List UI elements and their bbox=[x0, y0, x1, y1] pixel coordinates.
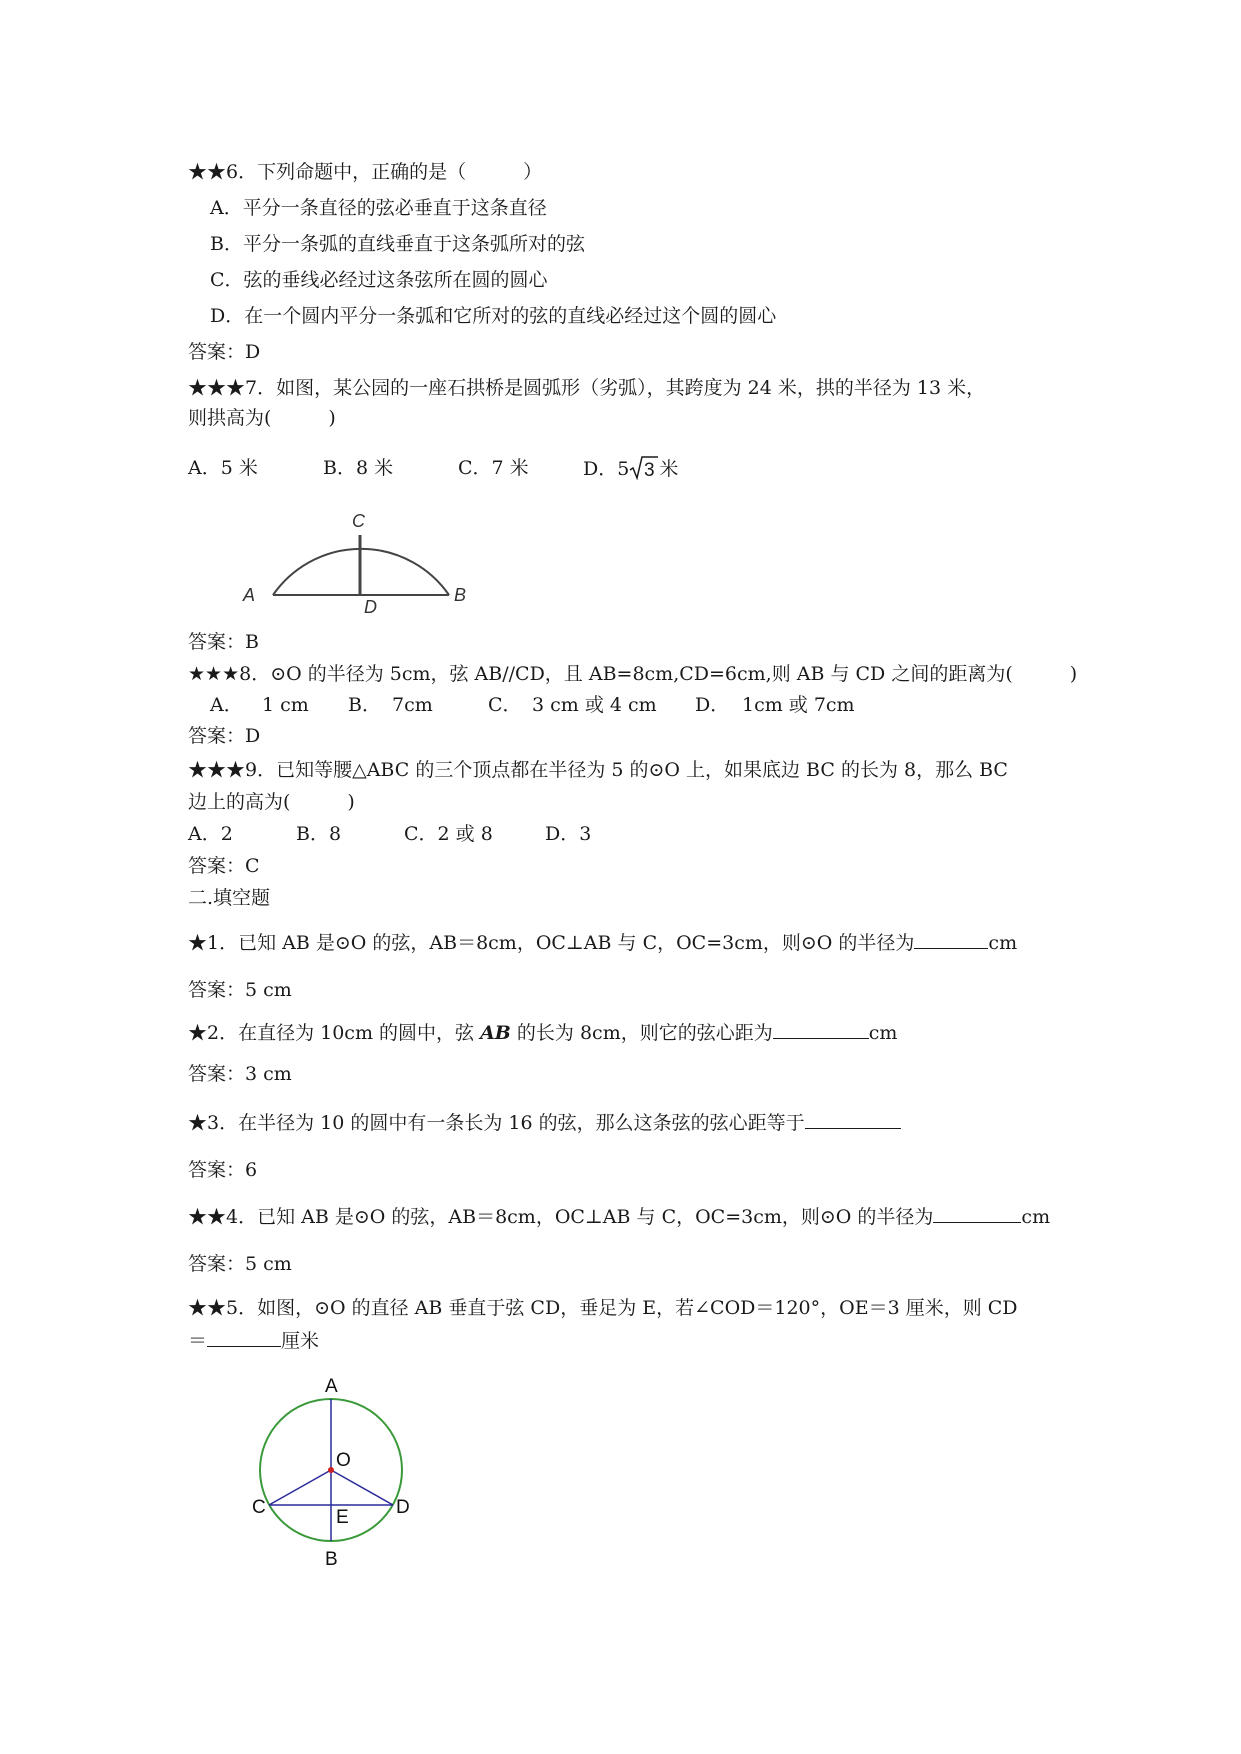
f2-answer: 答案：3 cm bbox=[188, 1063, 292, 1085]
f5-blank bbox=[207, 1328, 281, 1347]
q7-stem-line1: ★★★7．如图，某公园的一座石拱桥是圆弧形（劣弧），其跨度为 24 米，拱的半径为 13 米， bbox=[188, 377, 986, 399]
f2-stem bbox=[188, 1020, 897, 1045]
f2-blank bbox=[773, 1020, 869, 1039]
q7-option-d bbox=[583, 456, 678, 481]
q6-option-d: D．在一个圆内平分一条弧和它所对的弦的直线必经过这个圆的圆心 bbox=[210, 305, 777, 327]
q8-option-d-value: 1cm 或 7cm bbox=[742, 694, 855, 716]
q9-answer: 答案：C bbox=[188, 855, 260, 877]
q9-option-d: D．3 bbox=[545, 823, 592, 845]
q7-option-d-label: D．5 bbox=[583, 458, 630, 480]
q7-stem-line2: 则拱高为( ) bbox=[188, 407, 336, 429]
q7-option-d-unit: 米 bbox=[659, 458, 679, 480]
f2-chord-var: AB bbox=[480, 1022, 511, 1044]
f4-answer: 答案：5 cm bbox=[188, 1253, 292, 1275]
q6-option-a: A．平分一条直径的弦必垂直于这条直径 bbox=[210, 197, 547, 219]
q9-option-c: C．2 或 8 bbox=[404, 823, 493, 845]
q8-option-c-label: C． bbox=[488, 694, 522, 716]
f3-blank bbox=[805, 1110, 901, 1129]
label-b: B bbox=[325, 1549, 338, 1570]
q8-answer: 答案：D bbox=[188, 725, 261, 747]
q7-option-a: A．5 米 bbox=[188, 457, 258, 479]
q6-answer: 答案：D bbox=[188, 341, 261, 363]
circle-chord-figure bbox=[250, 1368, 430, 1573]
q8-option-a-label: A． bbox=[210, 694, 243, 716]
f2-unit: cm bbox=[868, 1022, 898, 1044]
f4-unit: cm bbox=[1021, 1206, 1051, 1228]
q9-stem-line2: 边上的高为( ) bbox=[188, 791, 355, 813]
f2-stem-pre: ★2．在直径为 10cm 的圆中，弦 bbox=[188, 1022, 475, 1044]
label-e: E bbox=[336, 1507, 349, 1528]
f1-blank bbox=[914, 930, 988, 949]
f5-stem-line2 bbox=[188, 1328, 319, 1353]
label-c: C bbox=[352, 511, 365, 531]
q8-option-c-value: 3 cm 或 4 cm bbox=[532, 694, 657, 716]
label-d: D bbox=[396, 1497, 410, 1518]
sqrt-symbol bbox=[629, 456, 659, 481]
f1-unit: cm bbox=[988, 932, 1018, 954]
q8-stem: ★★★8．⊙O 的半径为 5cm，弦 AB//CD，且 AB=8cm,CD=6cm,则 AB 与 CD 之间的距离为( ) bbox=[188, 663, 1078, 685]
q8-option-b-label: B． bbox=[348, 694, 381, 716]
f5-stem-line2-pre: ＝ bbox=[188, 1330, 208, 1352]
label-b: B bbox=[454, 585, 467, 605]
q9-option-b: B．8 bbox=[296, 823, 342, 845]
f2-stem-post: 的长为 8cm，则它的弦心距为 bbox=[516, 1022, 773, 1044]
q6-option-c: C．弦的垂线必经过这条弦所在圆的圆心 bbox=[210, 269, 548, 291]
f4-stem-text: ★★4．已知 AB 是⊙O 的弦，AB＝8cm，OC⊥AB 与 C，OC=3cm，则⊙O 的半径为 bbox=[188, 1206, 934, 1228]
label-a: A bbox=[325, 1376, 338, 1397]
f3-answer: 答案：6 bbox=[188, 1159, 258, 1181]
f5-stem-line1: ★★5．如图，⊙O 的直径 AB 垂直于弦 CD，垂足为 E，若∠COD＝120°，OE＝3 厘米，则 CD bbox=[188, 1297, 1018, 1319]
label-c: C bbox=[252, 1497, 266, 1518]
f4-blank bbox=[933, 1204, 1021, 1223]
f3-stem-text: ★3．在半径为 10 的圆中有一条长为 16 的弦，那么这条弦的弦心距等于 bbox=[188, 1112, 805, 1134]
label-a: A bbox=[243, 585, 256, 605]
f1-stem bbox=[188, 930, 1017, 955]
q6-stem: ★★6．下列命题中，正确的是（ ） bbox=[188, 161, 543, 183]
q8-option-b-value: 7cm bbox=[392, 694, 433, 716]
q8-option-a-value: 1 cm bbox=[262, 694, 309, 716]
q6-option-b: B．平分一条弧的直线垂直于这条弧所对的弦 bbox=[210, 233, 585, 255]
q7-option-c: C．7 米 bbox=[458, 457, 529, 479]
center-point bbox=[328, 1467, 334, 1473]
q8-option-d-label: D． bbox=[695, 694, 730, 716]
q7-radicand: 3 bbox=[644, 460, 655, 480]
q7-option-b: B．8 米 bbox=[323, 457, 394, 479]
f5-stem-line2-post: 厘米 bbox=[281, 1330, 320, 1352]
f4-stem bbox=[188, 1204, 1050, 1229]
f3-stem bbox=[188, 1110, 901, 1135]
label-o: O bbox=[336, 1450, 351, 1471]
q9-option-a: A．2 bbox=[188, 823, 233, 845]
f1-stem-text: ★1．已知 AB 是⊙O 的弦，AB＝8cm，OC⊥AB 与 C，OC=3cm，则⊙O 的半径为 bbox=[188, 932, 915, 954]
label-d: D bbox=[364, 597, 377, 615]
q9-stem-line1: ★★★9．已知等腰△ABC 的三个顶点都在半径为 5 的⊙O 上，如果底边 BC 的长为 8，那么 BC bbox=[188, 759, 1008, 781]
bridge-arch-figure bbox=[230, 505, 490, 615]
f1-answer: 答案：5 cm bbox=[188, 979, 292, 1001]
section-title: 二.填空题 bbox=[188, 887, 271, 909]
q7-answer: 答案：B bbox=[188, 631, 259, 653]
